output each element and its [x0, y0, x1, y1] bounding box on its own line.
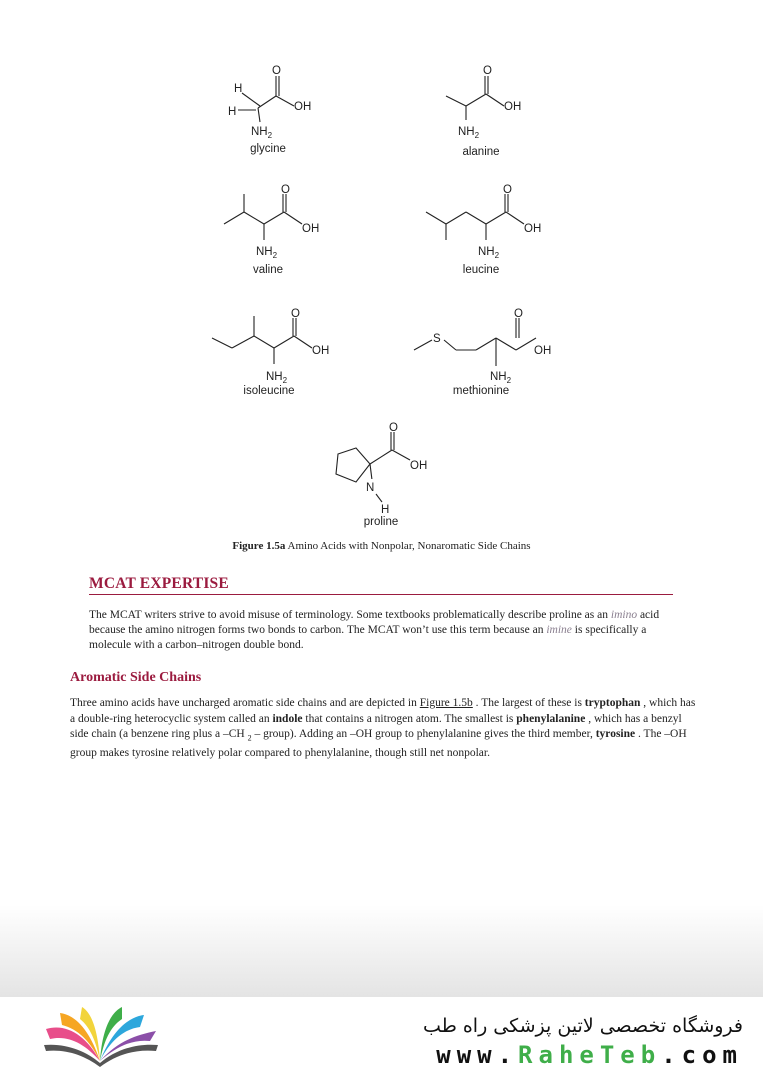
atom-o-label: O: [503, 184, 512, 196]
atom-h-label: H: [381, 504, 390, 515]
atom-n-label: N: [366, 482, 375, 494]
term-tryptophan: tryptophan: [584, 697, 641, 709]
expertise-divider: [89, 594, 673, 595]
atom-oh-label: OH: [294, 101, 312, 113]
atom-o-label: O: [389, 422, 398, 434]
atom-o-label: O: [483, 65, 492, 77]
store-url[interactable]: www.RaheTeb.com: [436, 1041, 743, 1069]
amino-acid-name-alanine: alanine: [462, 146, 500, 158]
atom-nh2-label: $NH_2$: [458, 126, 480, 140]
amino-acid-name-proline: proline: [363, 516, 399, 528]
expertise-heading: MCAT EXPERTISE: [89, 575, 229, 592]
atom-o-label: O: [291, 308, 300, 320]
atom-s-label: S: [433, 333, 441, 345]
expertise-paragraph: The MCAT writers strive to avoid misuse of terminology. Some textbooks problematically describe proline as an imino acid because the amino nitrogen forms two bonds to carbon. The MCAT won’t use this term because an imine is specifically a molecule with a carbon–nitrogen double bond.: [89, 609, 660, 651]
term-imine: imine: [546, 624, 572, 636]
aromatic-paragraph: Three amino acids have uncharged aromatic side chains and are depicted in Figure 1.5b . The largest of these is tryptophan , which has a double-ring heterocyclic system called an indole that contains a nitrogen atom. The smallest is phenylalanine , which has a benzyl side chain (a benzene ring plus a –CH $_2$ – group). Adding an –OH group to phenylalanine gives the third member, tyrosine . The –OH group makes tyrosine relatively polar compared to phenylalanine, though still net nonpolar.: [70, 697, 696, 759]
atom-nh2-label: $NH_2$: [256, 246, 278, 260]
glycine-structure: [220, 60, 330, 140]
atom-nh2-label: $NH_2$: [251, 126, 273, 140]
term-indole: indole: [272, 712, 303, 725]
atom-oh-label: OH: [302, 223, 320, 235]
atom-o-label: O: [281, 184, 290, 196]
atom-oh-label: OH: [504, 101, 522, 113]
figure-caption-text: Amino Acids with Nonpolar, Nonaromatic Side Chains: [285, 540, 531, 552]
store-footer: [0, 997, 763, 1080]
atom-nh2-label: $NH_2$: [490, 371, 512, 384]
atom-oh-label: OH: [524, 223, 542, 235]
leucine-structure: [422, 182, 552, 262]
atom-nh2-label: $NH_2$: [478, 246, 500, 260]
amino-acid-name-glycine: glycine: [250, 143, 286, 155]
amino-acid-name-methionine: methionine: [452, 385, 510, 397]
atom-oh-label: OH: [312, 345, 330, 357]
atom-h-label: H: [234, 83, 243, 95]
valine-structure: [220, 182, 340, 262]
open-book-logo-icon: [36, 1005, 166, 1072]
aromatic-heading: Aromatic Side Chains: [70, 670, 202, 685]
atom-o-label: O: [514, 308, 523, 320]
page-bottom-shadow: [0, 905, 763, 997]
term-tyrosine: tyrosine: [595, 728, 636, 740]
amino-acid-name-valine: valine: [252, 264, 284, 276]
figure-caption: [0, 540, 763, 552]
atom-oh-label: OH: [410, 460, 428, 472]
store-name: فروشگاه تخصصی لاتین پزشکی راه طب: [423, 1015, 743, 1037]
amino-acid-name-leucine: leucine: [462, 264, 500, 276]
atom-o-label: O: [272, 65, 281, 77]
term-phenylalanine: phenylalanine: [516, 712, 586, 725]
figure-caption-label: Figure 1.5a: [232, 540, 286, 552]
isoleucine-structure: [210, 304, 340, 384]
amino-acid-name-isoleucine: isoleucine: [243, 385, 295, 397]
proline-structure: [320, 420, 450, 515]
alanine-structure: [440, 62, 550, 142]
atom-oh-label: OH: [534, 345, 552, 357]
atom-nh2-label: $NH_2$: [266, 371, 288, 384]
atom-h-label: H: [228, 106, 237, 118]
term-imino: imino: [610, 609, 638, 621]
methionine-structure: [410, 304, 560, 384]
figure-1-5b-link[interactable]: Figure 1.5b: [419, 697, 473, 709]
